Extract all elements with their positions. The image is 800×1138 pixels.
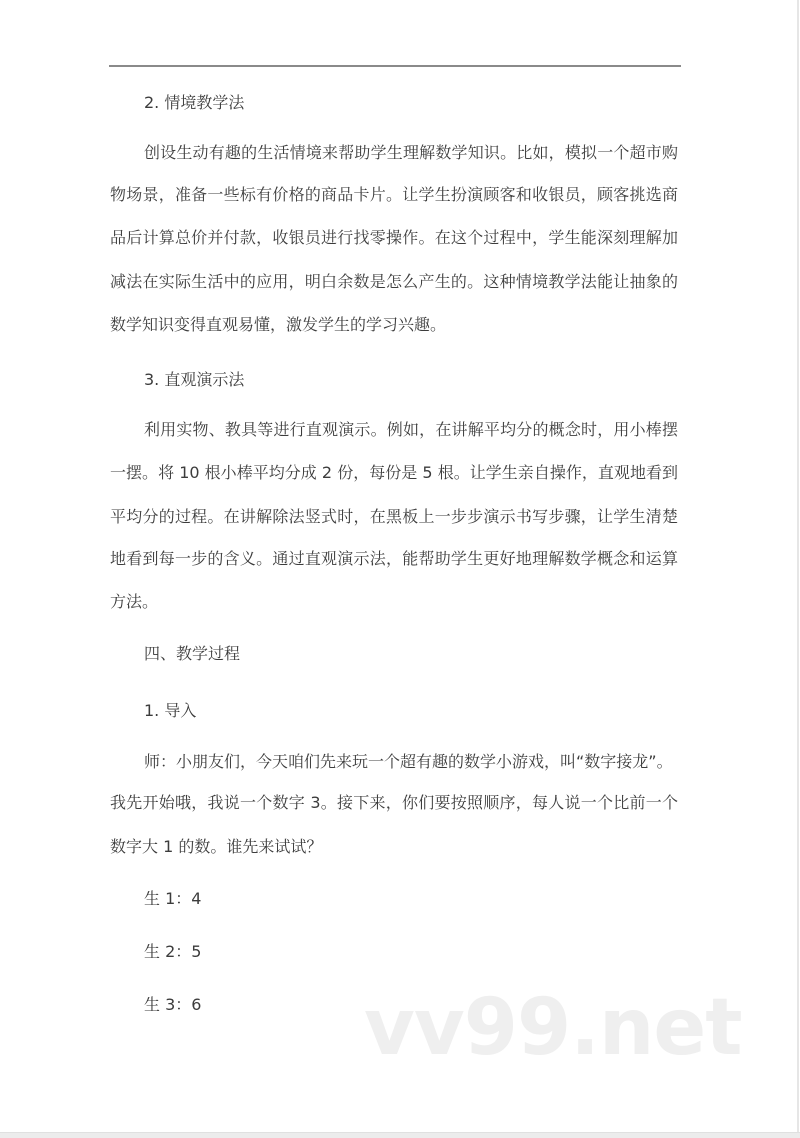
student-answer: 生 2：5 xyxy=(144,942,202,961)
section-heading-visual-demonstration: 3. 直观演示法 xyxy=(144,370,245,389)
page-bottom-edge xyxy=(0,1132,800,1138)
paragraph-line: 数学知识变得直观易懂，激发学生的学习兴趣。 xyxy=(110,315,447,334)
paragraph-line: 平均分的过程。在讲解除法竖式时，在黑板上一步步演示书写步骤，让学生清楚 xyxy=(110,507,678,526)
paragraph-line: 减法在实际生活中的应用，明白余数是怎么产生的。这种情境教学法能让抽象的 xyxy=(110,272,678,291)
header-rule xyxy=(109,65,681,67)
student-answer: 生 1：4 xyxy=(144,889,202,908)
paragraph-line: 品后计算总价并付款，收银员进行找零操作。在这个过程中，学生能深刻理解加 xyxy=(110,228,678,247)
watermark: vv99.net xyxy=(364,983,742,1073)
paragraph-line: 方法。 xyxy=(110,592,159,611)
paragraph-line: 地看到每一步的含义。通过直观演示法，能帮助学生更好地理解数学概念和运算 xyxy=(110,549,678,568)
teacher-dialogue-line: 我先开始哦，我说一个数字 3。接下来，你们要按照顺序，每人说一个比前一个 xyxy=(110,793,678,812)
teacher-dialogue-line: 数字大 1 的数。谁先来试试？ xyxy=(110,837,323,856)
teacher-dialogue-line: 师：小朋友们，今天咱们先来玩一个超有趣的数学小游戏，叫“数字接龙”。 xyxy=(144,752,673,771)
paragraph-line: 一摆。将 10 根小棒平均分成 2 份，每份是 5 根。让学生亲自操作，直观地看到 xyxy=(110,463,678,482)
paragraph-line: 利用实物、教具等进行直观演示。例如，在讲解平均分的概念时，用小棒摆 xyxy=(144,420,678,439)
section-heading-situational-teaching: 2. 情境教学法 xyxy=(144,93,245,112)
paragraph-line: 物场景，准备一些标有价格的商品卡片。让学生扮演顾客和收银员，顾客挑选商 xyxy=(110,185,678,204)
paragraph-line: 创设生动有趣的生活情境来帮助学生理解数学知识。比如，模拟一个超市购 xyxy=(144,143,678,162)
chapter-heading-teaching-process: 四、教学过程 xyxy=(144,644,241,663)
subsection-heading-introduction: 1. 导入 xyxy=(144,701,197,720)
student-answer: 生 3：6 xyxy=(144,995,202,1014)
